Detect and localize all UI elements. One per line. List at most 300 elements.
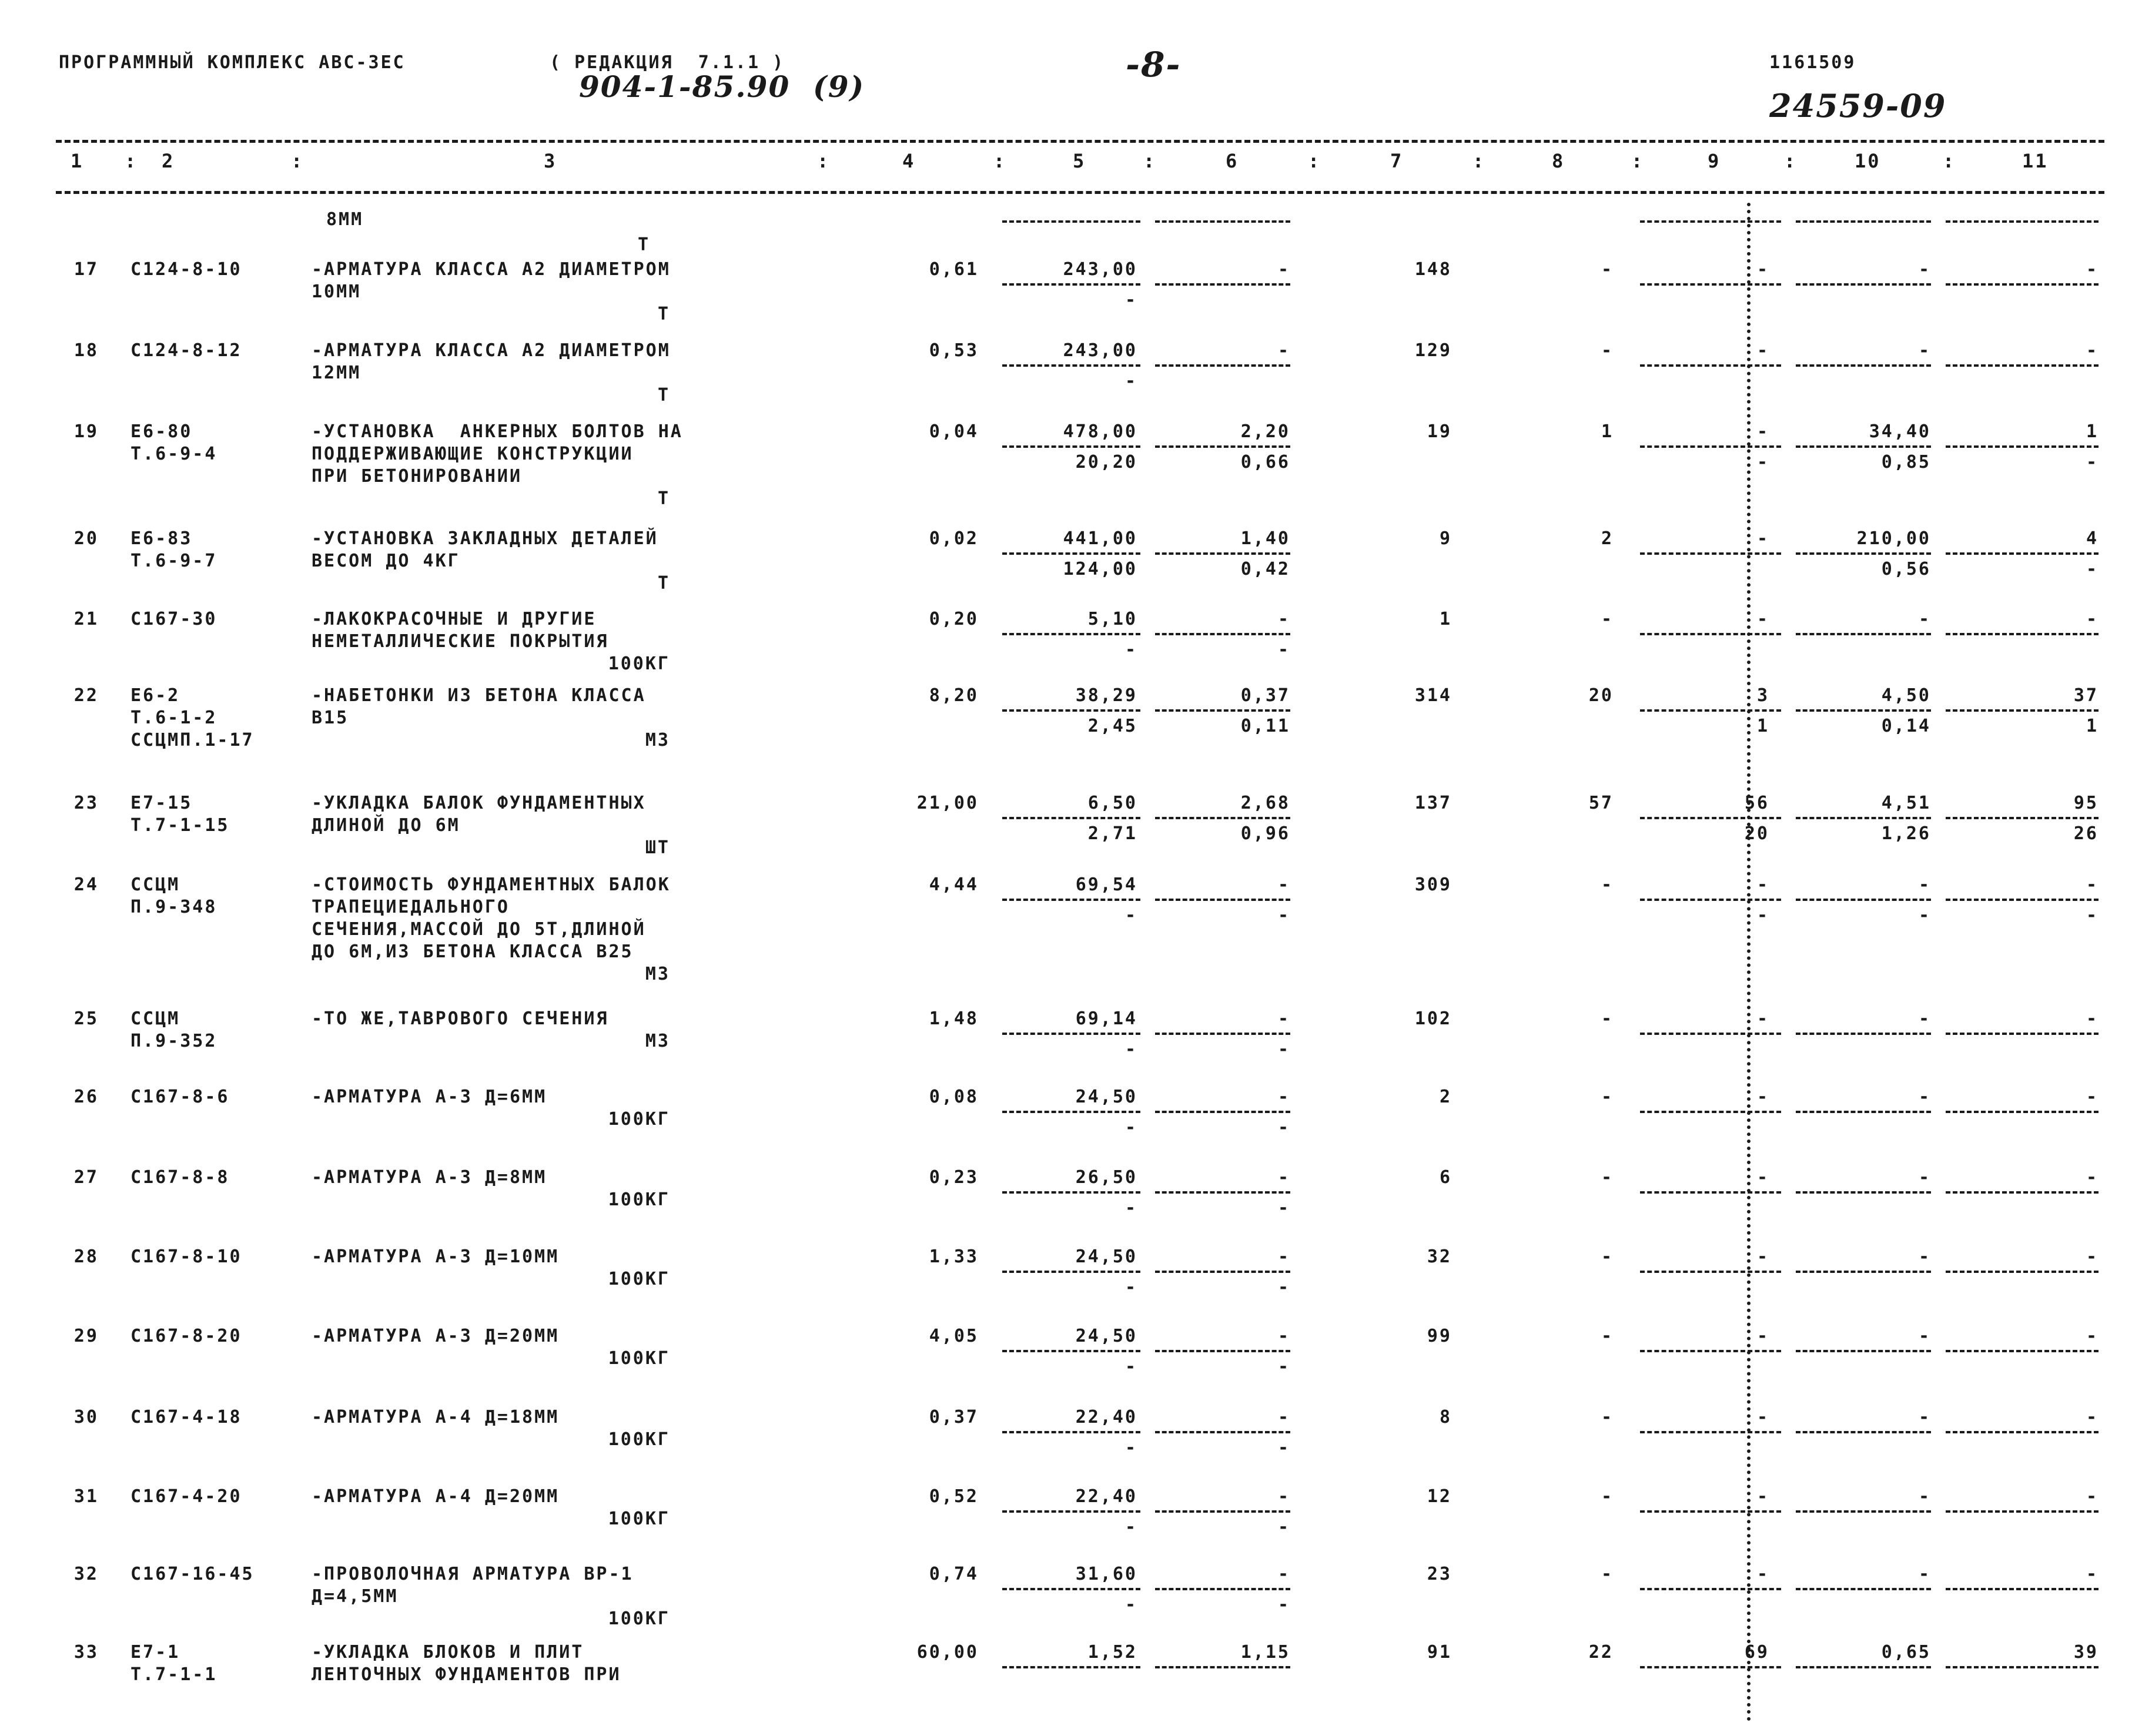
quantity-value: 0,02 (929, 528, 979, 549)
work-description: -УКЛАДКА БАЛОК ФУНДАМЕНТНЫХ (312, 793, 646, 813)
rule (1155, 633, 1290, 635)
rule (1796, 899, 1931, 901)
column-separator: : (291, 150, 304, 172)
resource-code: ССЦМ (130, 874, 180, 895)
rule (1640, 1350, 1781, 1352)
rule (1946, 633, 2099, 635)
unit-price-value: 5,10 (1087, 609, 1137, 629)
unit-price-value: 38,29 (1075, 685, 1137, 706)
column-11-value: 37 (2073, 685, 2099, 706)
unit-price-labor-value: - (1124, 1039, 1137, 1060)
rule (1946, 1510, 2099, 1513)
column-10-secondary-value: 0,56 (1881, 559, 1931, 579)
column-9-value: - (1756, 1564, 1769, 1584)
quantity-value: 0,52 (929, 1486, 979, 1507)
resource-code: С167-8-20 (130, 1326, 242, 1346)
rule (1946, 283, 2099, 286)
unit-price-labor-value: - (1124, 290, 1137, 310)
column-header-10: 10 (1855, 150, 1881, 172)
rule (1946, 445, 2099, 448)
machine-cost-value: 0,37 (1240, 685, 1290, 706)
column-10-value: - (1918, 874, 1931, 895)
machine-total-value: - (1601, 1087, 1614, 1107)
column-11-value: - (2086, 259, 2099, 280)
resource-code: Т.7-1-15 (130, 815, 230, 836)
rule (1002, 552, 1140, 555)
column-10-value: - (1918, 1087, 1931, 1107)
column-9-value: - (1756, 1486, 1769, 1507)
row-number: 21 (73, 609, 99, 629)
rule (1002, 1271, 1140, 1273)
unit-of-measure: 100КГ (608, 1269, 670, 1289)
program-title: ПРОГРАММНЫЙ КОМПЛЕКС АВС-3ЕС (59, 52, 406, 73)
unit-of-measure: М3 (645, 964, 670, 984)
column-9-value: 69 (1744, 1642, 1769, 1663)
machine-total-value: 1 (1601, 421, 1614, 442)
unit-of-measure: 100КГ (608, 1608, 670, 1629)
resource-code: Е7-1 (130, 1642, 180, 1663)
column-11-secondary-value: 26 (2073, 823, 2099, 844)
unit-price-labor-value: 2,71 (1087, 823, 1137, 844)
resource-code: С167-8-8 (130, 1167, 230, 1188)
column-11-value: - (2086, 1246, 2099, 1267)
rule (1640, 1588, 1781, 1590)
column-10-secondary-value: 1,26 (1881, 823, 1931, 844)
rule (1640, 1191, 1781, 1194)
total-cost-value: 148 (1414, 259, 1452, 280)
rule (1640, 220, 1781, 223)
work-description: 12ММ (312, 363, 362, 383)
rule (1002, 1510, 1140, 1513)
column-9-value: - (1756, 874, 1769, 895)
rule (1796, 1666, 1931, 1668)
rule (1640, 283, 1781, 286)
rule (1640, 1271, 1781, 1273)
column-10-secondary-value: 0,14 (1881, 716, 1931, 736)
column-separator: : (1784, 150, 1798, 172)
rule (1155, 283, 1290, 286)
column-header-2: 2 (162, 150, 175, 172)
rule (1155, 709, 1290, 712)
column-11-value: - (2086, 1008, 2099, 1029)
machine-total-value: - (1601, 1407, 1614, 1427)
quantity-value: 4,44 (929, 874, 979, 895)
rule (1796, 633, 1931, 635)
machine-cost-value: - (1277, 340, 1290, 361)
machine-labor-value: 0,42 (1240, 559, 1290, 579)
row-number: 24 (73, 874, 99, 895)
unit-price-value: 22,40 (1075, 1486, 1137, 1507)
row-number: 18 (73, 340, 99, 361)
rule (1796, 1271, 1931, 1273)
rule (1640, 899, 1781, 901)
work-description: ДЛИНОЙ ДО 6М (312, 815, 460, 836)
rule (1002, 1111, 1140, 1113)
unit-price-labor-value: - (1124, 1437, 1137, 1458)
header-rule-top (56, 140, 2104, 143)
rule (1796, 552, 1931, 555)
rule (1002, 899, 1140, 901)
quantity-value: 4,05 (929, 1326, 979, 1346)
column-header-3: 3 (544, 150, 557, 172)
rule (1796, 283, 1931, 286)
total-cost-value: 309 (1414, 874, 1452, 895)
rule (1640, 1111, 1781, 1113)
resource-code: ССЦМП.1-17 (130, 730, 255, 750)
column-9-secondary-value: - (1756, 452, 1769, 472)
column-10-value: - (1918, 1407, 1931, 1427)
column-11-value: - (2086, 1087, 2099, 1107)
rule (1002, 1666, 1140, 1668)
column-9-secondary-value: - (1756, 905, 1769, 926)
quantity-value: 60,00 (916, 1642, 979, 1663)
machine-cost-value: 1,15 (1240, 1642, 1290, 1663)
resource-code: ССЦМ (130, 1008, 180, 1029)
machine-labor-value: 0,11 (1240, 716, 1290, 736)
unit-of-measure: 100КГ (608, 1509, 670, 1529)
rule (1946, 899, 2099, 901)
row-number: 22 (73, 685, 99, 706)
row-number: 20 (73, 528, 99, 549)
unit-price-labor-value: - (1124, 1594, 1137, 1615)
unit-price-value: 22,40 (1075, 1407, 1137, 1427)
quantity-value: 0,37 (929, 1407, 979, 1427)
work-description: НЕМЕТАЛЛИЧЕСКИЕ ПОКРЫТИЯ (312, 631, 609, 652)
column-header-11: 11 (2022, 150, 2049, 172)
unit-price-labor-value: - (1124, 371, 1137, 391)
total-cost-value: 91 (1427, 1642, 1452, 1663)
header-rule-bottom (56, 191, 2104, 194)
quantity-value: 1,33 (929, 1246, 979, 1267)
resource-code: С124-8-10 (130, 259, 242, 280)
total-cost-value: 6 (1439, 1167, 1452, 1188)
page-number: -8- (1126, 45, 1182, 85)
column-9-value: - (1756, 1407, 1769, 1427)
quantity-value: 0,61 (929, 259, 979, 280)
machine-total-value: - (1601, 874, 1614, 895)
rule (1155, 1111, 1290, 1113)
rule (1796, 1033, 1931, 1035)
machine-labor-value: - (1277, 639, 1290, 660)
rule (1796, 1510, 1931, 1513)
column-9-value: - (1756, 1008, 1769, 1029)
column-11-value: - (2086, 1167, 2099, 1188)
row-number: 26 (73, 1087, 99, 1107)
unit-price-value: 1,52 (1087, 1642, 1137, 1663)
unit-price-value: 243,00 (1063, 259, 1137, 280)
total-cost-value: 314 (1414, 685, 1452, 706)
machine-cost-value: - (1277, 1087, 1290, 1107)
total-cost-value: 12 (1427, 1486, 1452, 1507)
work-description: -АРМАТУРА А-4 Д=20ММ (312, 1486, 560, 1507)
rule (1796, 817, 1931, 819)
unit-of-measure: Т (657, 385, 670, 405)
column-header-9: 9 (1708, 150, 1721, 172)
rule (1946, 709, 2099, 712)
rule (1002, 220, 1140, 223)
column-9-secondary-value: 20 (1744, 823, 1769, 844)
unit-of-measure: Т (657, 488, 670, 509)
row-number: 32 (73, 1564, 99, 1584)
column-10-value: - (1918, 1486, 1931, 1507)
column-11-secondary-value: 1 (2086, 716, 2099, 736)
unit-price-value: 24,50 (1075, 1326, 1137, 1346)
machine-total-value: 2 (1601, 528, 1614, 549)
rule (1155, 1431, 1290, 1433)
machine-labor-value: - (1277, 1356, 1290, 1377)
rule (1155, 899, 1290, 901)
unit-of-measure: 100КГ (608, 1429, 670, 1450)
resource-code: Е6-80 (130, 421, 193, 442)
machine-cost-value: - (1277, 1326, 1290, 1346)
unit-price-labor-value: 20,20 (1075, 452, 1137, 472)
column-11-value: 95 (2073, 793, 2099, 813)
rule (1946, 364, 2099, 367)
column-header-5: 5 (1073, 150, 1086, 172)
unit-of-measure: М3 (645, 1031, 670, 1051)
machine-labor-value: - (1277, 1198, 1290, 1218)
quantity-value: 0,04 (929, 421, 979, 442)
rule (1796, 1431, 1931, 1433)
rule (1796, 1111, 1931, 1113)
machine-cost-value: - (1277, 1246, 1290, 1267)
rule (1155, 1350, 1290, 1352)
work-description: -АРМАТУРА А-3 Д=8ММ (312, 1167, 547, 1188)
quantity-value: 8,20 (929, 685, 979, 706)
unit-of-measure: 100КГ (608, 1109, 670, 1130)
column-header-8: 8 (1552, 150, 1565, 172)
machine-cost-value: - (1277, 874, 1290, 895)
work-description: -АРМАТУРА А-3 Д=20ММ (312, 1326, 560, 1346)
column-9-value: 56 (1744, 793, 1769, 813)
column-9-value: - (1756, 1087, 1769, 1107)
unit-price-value: 69,54 (1075, 874, 1137, 895)
rule (1640, 633, 1781, 635)
column-10-secondary-value: - (1918, 905, 1931, 926)
column-header-7: 7 (1390, 150, 1404, 172)
row-number: 33 (73, 1642, 99, 1663)
row-number: 19 (73, 421, 99, 442)
machine-cost-value: - (1277, 1008, 1290, 1029)
unit-price-labor-value: 2,45 (1087, 716, 1137, 736)
rule (1640, 709, 1781, 712)
resource-code: С167-30 (130, 609, 217, 629)
unit-of-measure: ШТ (645, 837, 670, 858)
column-11-value: - (2086, 874, 2099, 895)
unit-price-labor-value: - (1124, 1277, 1137, 1298)
resource-code: Е7-15 (130, 793, 193, 813)
rule (1946, 1033, 2099, 1035)
machine-total-value: - (1601, 1167, 1614, 1188)
machine-total-value: - (1601, 1564, 1614, 1584)
resource-code: Т.6-9-4 (130, 444, 217, 464)
column-10-value: 4,50 (1881, 685, 1931, 706)
machine-cost-value: - (1277, 1486, 1290, 1507)
unit-price-value: 243,00 (1063, 340, 1137, 361)
work-description: -ПРОВОЛОЧНАЯ АРМАТУРА ВР-1 (312, 1564, 634, 1584)
total-cost-value: 9 (1439, 528, 1452, 549)
machine-labor-value: - (1277, 1039, 1290, 1060)
machine-labor-value: 0,66 (1240, 452, 1290, 472)
rule (1155, 552, 1290, 555)
column-header-6: 6 (1226, 150, 1239, 172)
column-separator: : (993, 150, 1007, 172)
unit-price-labor-value: - (1124, 1356, 1137, 1377)
handwritten-document-id: 24559-09 (1769, 87, 1947, 125)
work-description: ЛЕНТОЧНЫХ ФУНДАМЕНТОВ ПРИ (312, 1664, 621, 1685)
total-cost-value: 1 (1439, 609, 1452, 629)
machine-cost-value: 2,68 (1240, 793, 1290, 813)
rule (1640, 817, 1781, 819)
rule (1002, 709, 1140, 712)
continued-description: 8ММ (326, 209, 364, 230)
rule (1946, 1111, 2099, 1113)
row-number: 25 (73, 1008, 99, 1029)
column-9-value: - (1756, 259, 1769, 280)
rule (1946, 1666, 2099, 1668)
quantity-value: 0,53 (929, 340, 979, 361)
rule (1002, 283, 1140, 286)
edition-label: ( РЕДАКЦИЯ 7.1.1 ) (550, 52, 785, 73)
machine-labor-value: 0,96 (1240, 823, 1290, 844)
work-description: В15 (312, 708, 349, 728)
total-cost-value: 23 (1427, 1564, 1452, 1584)
total-cost-value: 137 (1414, 793, 1452, 813)
work-description: 10ММ (312, 281, 362, 302)
rule (1946, 1350, 2099, 1352)
work-description: ТРАПЕЦИЕДАЛЬНОГО (312, 897, 510, 917)
machine-cost-value: - (1277, 1564, 1290, 1584)
work-description: -ЛАКОКРАСОЧНЫЕ И ДРУГИЕ (312, 609, 597, 629)
machine-total-value: - (1601, 1246, 1614, 1267)
rule (1640, 552, 1781, 555)
machine-labor-value: - (1277, 1517, 1290, 1537)
column-9-value: - (1756, 528, 1769, 549)
column-10-value: - (1918, 1246, 1931, 1267)
column-10-secondary-value: 0,85 (1881, 452, 1931, 472)
unit-price-value: 478,00 (1063, 421, 1137, 442)
rule (1946, 1271, 2099, 1273)
unit-price-labor-value: 124,00 (1063, 559, 1137, 579)
rule (1796, 1350, 1931, 1352)
machine-total-value: - (1601, 259, 1614, 280)
total-cost-value: 99 (1427, 1326, 1452, 1346)
column-10-value: - (1918, 1564, 1931, 1584)
work-description: -АРМАТУРА А-4 Д=18ММ (312, 1407, 560, 1427)
column-10-value: - (1918, 1326, 1931, 1346)
machine-total-value: 20 (1588, 685, 1614, 706)
total-cost-value: 2 (1439, 1087, 1452, 1107)
total-cost-value: 102 (1414, 1008, 1452, 1029)
column-10-value: 4,51 (1881, 793, 1931, 813)
machine-cost-value: - (1277, 259, 1290, 280)
column-header-4: 4 (902, 150, 916, 172)
resource-code: С167-8-10 (130, 1246, 242, 1267)
rule (1002, 1588, 1140, 1590)
total-cost-value: 32 (1427, 1246, 1452, 1267)
work-description: ПРИ БЕТОНИРОВАНИИ (312, 466, 523, 487)
rule (1946, 817, 2099, 819)
machine-cost-value: 2,20 (1240, 421, 1290, 442)
machine-cost-value: - (1277, 609, 1290, 629)
column-10-value: 210,00 (1856, 528, 1931, 549)
unit-of-measure: Т (657, 304, 670, 324)
resource-code: Е6-2 (130, 685, 180, 706)
resource-code: С167-4-18 (130, 1407, 242, 1427)
column-11-value: - (2086, 609, 2099, 629)
quantity-value: 0,20 (929, 609, 979, 629)
machine-labor-value: - (1277, 905, 1290, 926)
unit-price-value: 441,00 (1063, 528, 1137, 549)
work-description: -УСТАНОВКА ЗАКЛАДНЫХ ДЕТАЛЕЙ (312, 528, 658, 549)
rule (1002, 1350, 1140, 1352)
column-9-value: - (1756, 421, 1769, 442)
machine-total-value: 22 (1588, 1642, 1614, 1663)
column-11-secondary-value: - (2086, 559, 2099, 579)
rule (1640, 445, 1781, 448)
machine-total-value: 57 (1588, 793, 1614, 813)
unit-price-labor-value: - (1124, 905, 1137, 926)
column-10-value: - (1918, 1167, 1931, 1188)
work-description: ВЕСОМ ДО 4КГ (312, 551, 460, 571)
machine-labor-value: - (1277, 1277, 1290, 1298)
column-separator: : (1631, 150, 1645, 172)
column-11-secondary-value: - (2086, 905, 2099, 926)
rule (1796, 1191, 1931, 1194)
column-11-value: - (2086, 1407, 2099, 1427)
column-9-value: 3 (1756, 685, 1769, 706)
column-11-value: - (2086, 1486, 2099, 1507)
resource-code: П.9-348 (130, 897, 217, 917)
rule (1155, 1033, 1290, 1035)
machine-cost-value: - (1277, 1167, 1290, 1188)
row-number: 17 (73, 259, 99, 280)
rule (1946, 220, 2099, 223)
column-separator: : (1943, 150, 1956, 172)
rule (1155, 817, 1290, 819)
quantity-value: 0,08 (929, 1087, 979, 1107)
work-description: -ТО ЖЕ,ТАВРОВОГО СЕЧЕНИЯ (312, 1008, 609, 1029)
work-description: -СТОИМОСТЬ ФУНДАМЕНТНЫХ БАЛОК (312, 874, 671, 895)
rule (1155, 364, 1290, 367)
rule (1155, 1588, 1290, 1590)
resource-code: С167-4-20 (130, 1486, 242, 1507)
rule (1002, 1191, 1140, 1194)
rule (1640, 1666, 1781, 1668)
work-description: Д=4,5ММ (312, 1586, 399, 1607)
machine-total-value: - (1601, 609, 1614, 629)
column-9-value: - (1756, 609, 1769, 629)
row-number: 31 (73, 1486, 99, 1507)
rule (1155, 1191, 1290, 1194)
work-description: ДО 6М,ИЗ БЕТОНА КЛАССА В25 (312, 941, 634, 962)
quantity-value: 0,23 (929, 1167, 979, 1188)
column-11-value: 4 (2086, 528, 2099, 549)
rule (1796, 709, 1931, 712)
unit-of-measure: 100КГ (608, 1348, 670, 1369)
resource-code: С167-16-45 (130, 1564, 255, 1584)
rule (1002, 633, 1140, 635)
unit-of-measure: 100КГ (608, 1189, 670, 1210)
column-separator: : (1472, 150, 1486, 172)
column-11-value: - (2086, 1326, 2099, 1346)
total-cost-value: 129 (1414, 340, 1452, 361)
rule (1155, 220, 1290, 223)
unit-price-labor-value: - (1124, 1117, 1137, 1138)
quantity-value: 21,00 (916, 793, 979, 813)
rule (1155, 1510, 1290, 1513)
row-number: 23 (73, 793, 99, 813)
